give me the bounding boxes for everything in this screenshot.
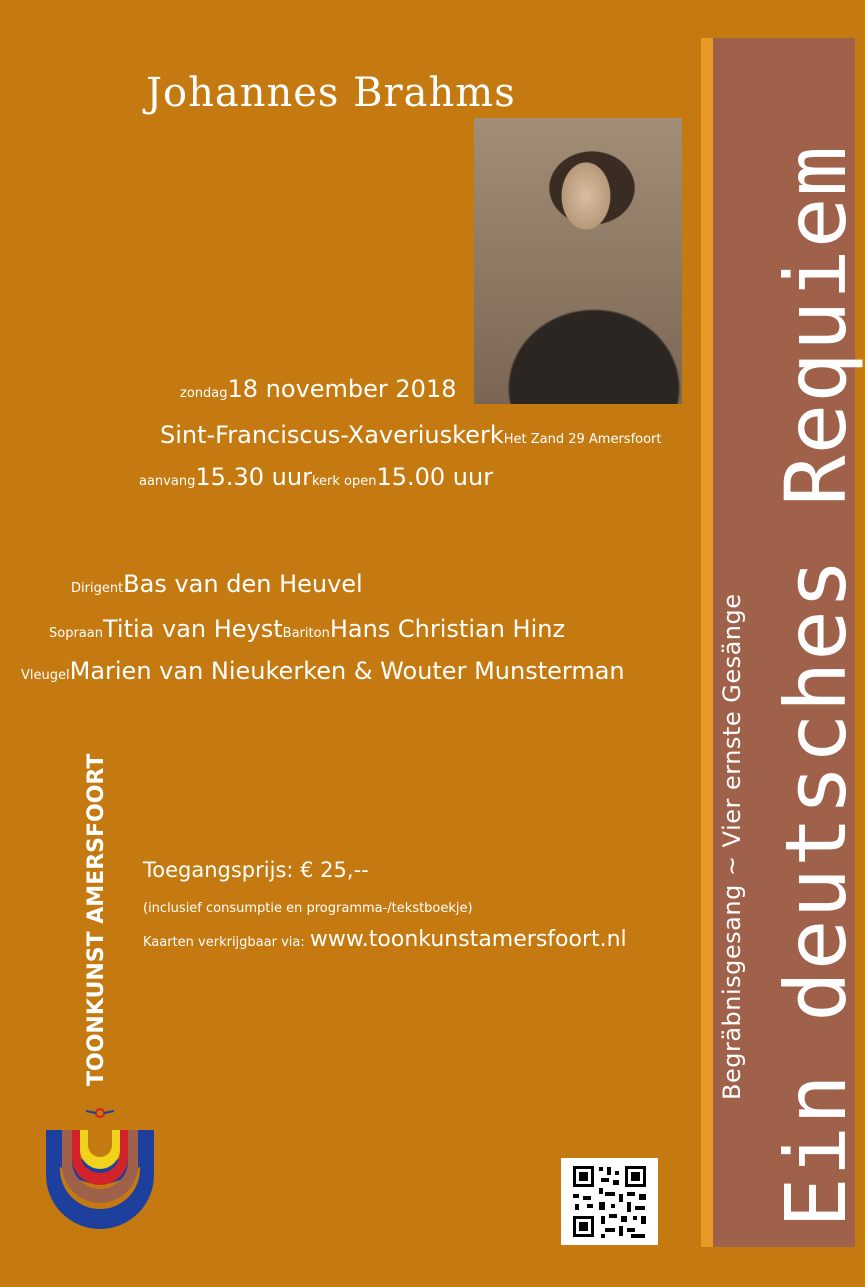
- soloists-line: [49, 615, 565, 643]
- start-time: 15.30 uur: [195, 463, 312, 491]
- start-label: aanvang: [139, 474, 196, 489]
- sales-label: Kaarten verkrijgbaar via:: [143, 935, 305, 950]
- ticket-note: (inclusief consumptie en programma-/tekstboekje): [143, 901, 473, 916]
- event-date: 18 november 2018: [227, 375, 457, 403]
- open-time: 15.00 uur: [376, 463, 494, 491]
- website-link[interactable]: www.toonkunstamersfoort.nl: [309, 927, 627, 952]
- ticket-sales-line: [143, 927, 627, 952]
- event-venue-line: [160, 421, 662, 449]
- piano-label: Vleugel: [21, 668, 70, 683]
- soprano-name: Titia van Heyst: [102, 615, 283, 643]
- conductor-line: [71, 570, 363, 598]
- venue-name: Sint-Franciscus-Xaveriuskerk: [160, 421, 504, 449]
- piano-line: [21, 657, 625, 685]
- toonkunst-logo: [40, 1105, 160, 1230]
- qr-code-icon: [561, 1158, 658, 1245]
- organization-name-vertical: TOONKUNST AMERSFOORT: [84, 753, 109, 1086]
- soprano-label: Sopraan: [49, 626, 103, 641]
- composer-title: Johannes Brahms: [146, 70, 516, 116]
- work-subtitle-vertical: Begräbnisgesang ~ Vier ernste Gesänge: [718, 593, 746, 1100]
- qr-code[interactable]: [561, 1158, 658, 1245]
- conductor-label: Dirigent: [71, 581, 124, 596]
- work-title-vertical: Ein deutsches Requiem: [767, 144, 865, 1228]
- ticket-price: Toegangsprijs: € 25,--: [143, 858, 369, 882]
- piano-names: Marien van Nieukerken & Wouter Munsterman: [69, 657, 625, 685]
- conductor-name: Bas van den Heuvel: [123, 570, 363, 598]
- event-time-line: [139, 463, 493, 491]
- composer-portrait: [474, 118, 682, 404]
- event-date-line: [180, 375, 456, 403]
- venue-address: Het Zand 29 Amersfoort: [503, 432, 662, 447]
- baritone-label: Bariton: [282, 626, 330, 641]
- side-stripe: [701, 38, 713, 1247]
- day-label: zondag: [180, 386, 228, 401]
- open-label: kerk open: [311, 474, 377, 489]
- baritone-name: Hans Christian Hinz: [329, 615, 566, 643]
